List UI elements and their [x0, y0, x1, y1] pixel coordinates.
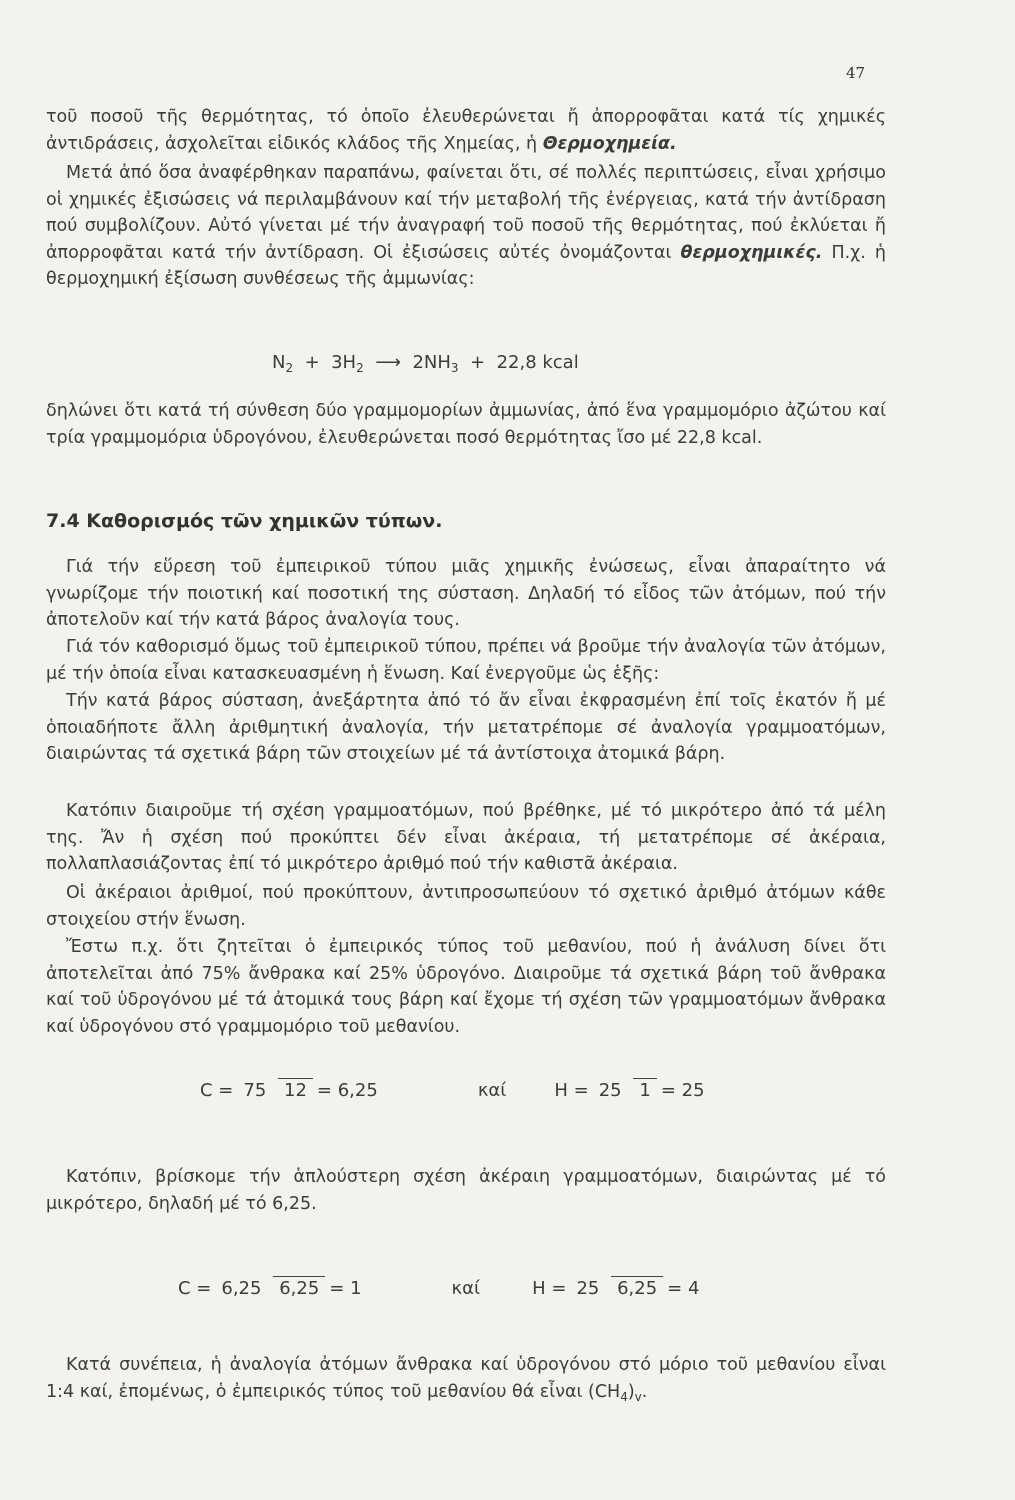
thermochemical-paragraph: [46, 160, 886, 293]
calc1-h-numerator: 25: [598, 1080, 622, 1101]
paragraph-2: Γιά τόν καθορισμό ὅμως τοῦ ἐμπειρικοῦ τύπου, πρέπει νά βροῦμε τήν ἀναλογία τῶν ἀτόμων, μέ τήν ὁποία εἶναι κατασκευασμένη ἡ ἕνωση. Καί ἐνεργοῦμε ὡς ἑξῆς:: [46, 637, 886, 684]
calc2-h-denominator: 6,25: [611, 1276, 663, 1301]
intro-text: τοῦ ποσοῦ τῆς θερμότητας, τό ὁποῖο ἐλευθερώνεται ἤ ἀπορροφᾶται κατά τίς χημικές ἀντιδράσεις, ἀσχολεῖται εἰδικός κλάδος τῆς Χημείας, ἡ: [46, 107, 886, 154]
p8-text: Κατά συνέπεια, ἡ ἀναλογία ἀτόμων ἄνθρακα καί ὑδρογόνου στό μόριο τοῦ μεθανίου εἶναι 1:4 καί, ἐπομένως, ὁ ἐμπειρικός τύπος τοῦ μεθανίου θά εἶναι (CH: [46, 1355, 886, 1402]
paragraph-1: Γιά τήν εὕρεση τοῦ ἐμπειρικοῦ τύπου μιᾶς χημικῆς ἐνώσεως, εἶναι ἀπαραίτητο νά γνωρίζομε τήν ποιοτική καί ποσοτική της σύσταση. Δηλαδή τό εἶδος τῶν ἀτόμων, πού τήν ἀποτελοῦν καί τήν κατά βάρος ἀναλογία τους.: [46, 557, 886, 630]
calc2-c-numerator: 6,25: [221, 1278, 262, 1299]
intro-paragraph: [46, 104, 886, 157]
thermo-term: θερμοχημικές.: [680, 242, 823, 263]
eq-nh-sub: 3: [450, 361, 459, 375]
page-number: 47: [846, 64, 866, 82]
calc1-c-result: = 6,25: [316, 1080, 378, 1101]
calc2-c-fraction: [215, 1276, 325, 1301]
intro-term: Θερμοχημεία.: [542, 133, 677, 154]
eq-nh: 2NH: [412, 352, 451, 373]
calc1-h-label: H =: [554, 1080, 589, 1101]
eq-h: 3H: [331, 352, 357, 373]
eq-arrow: ⟶: [375, 352, 402, 373]
paragraph-5: Οἱ ἀκέραιοι ἀριθμοί, πού προκύπτουν, ἀντιπροσωπεύουν τό σχετικό ἀριθμό ἀτόμων κάθε στοιχείου στήν ἕνωση.: [46, 883, 886, 930]
thermo-text-before: Μετά ἀπό ὅσα ἀναφέρθηκαν παραπάνω, φαίνεται ὅτι, σέ πολλές περιπτώσεις, εἶναι χρήσιμο οἱ χημικές ἐξισώσεις νά περιλαμβάνουν καί τήν μεταβολή τῆς ἐνέργειας, κατά τήν ἀντίδραση πού συμβολίζουν. Αὐτό γίνεται μέ τήν ἀναγραφή τοῦ ποσοῦ τῆς θερμότητας, πού ἐκλύεται ἤ ἀπορροφᾶται κατά τήν ἀντίδραση. Οἱ ἐξισώσεις αὐτές ὀνομάζονται: [46, 163, 886, 263]
calc2-c-denominator: 6,25: [273, 1276, 325, 1301]
equation-meaning-paragraph: δηλώνει ὅτι κατά τή σύνθεση δύο γραμμομορίων ἀμμωνίας, ἀπό ἕνα γραμμομόριο ἀζώτου καί τρία γραμμομόρια ὑδρογόνου, ἐλευθερώνεται ποσό θερμότητας ἴσο μέ 22,8 kcal.: [46, 401, 886, 448]
calc2-c-result: = 1: [329, 1278, 362, 1299]
paragraph-4: Κατόπιν διαιροῦμε τή σχέση γραμμοατόμων, πού βρέθηκε, μέ τό μικρότερο ἀπό τά μέλη της. Ἄν ἡ σχέση πού προκύπτει δέν εἶναι ἀκέραια, τή μετατρέπομε σέ ἀκέραια, πολλαπλασιάζοντας ἐπί τό μικρότερο ἀριθμό πού τήν καθιστᾶ ἀκέραια.: [46, 801, 886, 874]
eq-plus-2: +: [470, 352, 486, 373]
paragraph-8: [46, 1352, 886, 1410]
p8-end: .: [641, 1381, 648, 1402]
eq-energy: 22,8 kcal: [496, 352, 579, 373]
thermo-text-after: Π.χ. ἡ θερμοχημική ἐξίσωση συνθέσεως τῆς ἀμμωνίας:: [46, 242, 886, 289]
section-heading: 7.4 Καθορισμός τῶν χημικῶν τύπων.: [46, 510, 443, 532]
eq-n: N: [272, 352, 286, 373]
calculation-row-1: [200, 1078, 705, 1103]
eq-n-sub: 2: [285, 361, 294, 375]
calc1-and: καί: [477, 1080, 507, 1101]
calc1-h-denominator: 1: [633, 1078, 656, 1103]
calc2-and: καί: [451, 1278, 481, 1299]
calc1-c-denominator: 12: [278, 1078, 313, 1103]
calc1-c-fraction: [237, 1078, 313, 1103]
calculation-row-2: [178, 1276, 699, 1301]
calc1-c-numerator: 75: [243, 1080, 267, 1101]
ammonia-equation: [272, 352, 579, 375]
calc1-h-result: = 25: [660, 1080, 705, 1101]
calc2-h-numerator: 25: [576, 1278, 600, 1299]
p8-sub-4: 4: [620, 1389, 628, 1404]
calc1-c-label: C =: [200, 1080, 234, 1101]
paragraph-3: Τήν κατά βάρος σύσταση, ἀνεξάρτητα ἀπό τό ἄν εἶναι ἐκφρασμένη ἐπί τοῖς ἑκατόν ἤ μέ ὁποιαδήποτε ἄλλη ἀριθμητική ἀναλογία, τήν μετατρέπομε σέ ἀναλογία γραμμοατόμων, διαιρώντας τά σχετικά βάρη τῶν στοιχείων μέ τά ἀντίστοιχα ἀτομικά βάρη.: [46, 691, 886, 764]
calc1-h-fraction: [593, 1078, 657, 1103]
p8-sub-v: v: [634, 1389, 642, 1404]
paragraph-6: Ἔστω π.χ. ὅτι ζητεῖται ὁ ἐμπειρικός τύπος τοῦ μεθανίου, πού ἡ ἀνάλυση δίνει ὅτι ἀποτελεῖται ἀπό 75% ἄνθρακα καί 25% ὑδρογόνο. Διαιροῦμε τά σχετικά βάρη τοῦ ἄνθρακα καί τοῦ ὑδρογόνου μέ τά ἀτομικά τους βάρη καί ἔχομε τή σχέση τῶν γραμμοατόμων ἄνθρακα καί ὑδρογόνου στό γραμμομόριο τοῦ μεθανίου.: [46, 937, 886, 1037]
eq-h-sub: 2: [356, 361, 364, 375]
calc2-h-result: = 4: [667, 1278, 700, 1299]
eq-plus-1: +: [304, 352, 320, 373]
calc2-h-label: H =: [532, 1278, 567, 1299]
calc2-c-label: C =: [178, 1278, 212, 1299]
p8-close: ): [627, 1381, 635, 1402]
paragraph-7: Κατόπιν, βρίσκομε τήν ἁπλούστερη σχέση ἀκέραιη γραμμοατόμων, διαιρώντας μέ τό μικρότερο, δηλαδή μέ τό 6,25.: [46, 1167, 886, 1214]
calc2-h-fraction: [570, 1276, 663, 1301]
